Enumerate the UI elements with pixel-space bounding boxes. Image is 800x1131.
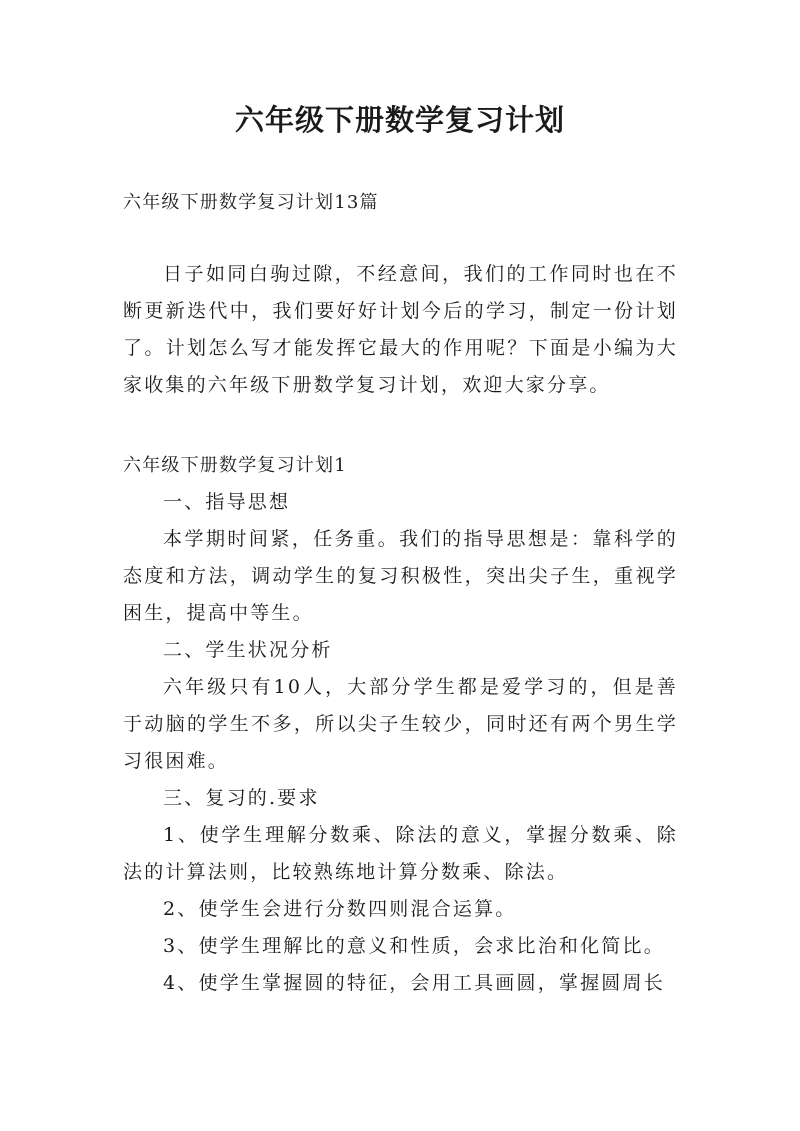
- intro-paragraph: 日子如同白驹过隙，不经意间，我们的工作同时也在不断更新迭代中，我们要好好计划今后的学习，制定一份计划了。计划怎么写才能发挥它最大的作用呢？下面是小编为大家收集的六年级下册数学复习计划，欢迎大家分享。: [123, 263, 678, 396]
- plan-body: [123, 484, 678, 1002]
- section-heading: 三、复习的.要求: [163, 787, 320, 809]
- section-heading: 一、指导思想: [163, 491, 291, 513]
- document-subtitle: 六年级下册数学复习计划13篇: [123, 192, 379, 213]
- body-paragraph: 六年级只有10人，大部分学生都是爱学习的，但是善于动脑的学生不多，所以尖子生较少，同时还有两个男生学习很困难。: [123, 676, 678, 772]
- body-paragraph: 4、使学生掌握圆的特征，会用工具画圆，掌握圆周长: [163, 972, 665, 994]
- document-title: 六年级下册数学复习计划: [234, 103, 565, 137]
- body-paragraph: 本学期时间紧，任务重。我们的指导思想是：靠科学的态度和方法，调动学生的复习积极性，突出尖子生，重视学困生，提高中等生。: [123, 528, 678, 624]
- body-paragraph: 3、使学生理解比的意义和性质，会求比治和化简比。: [163, 935, 665, 957]
- section-heading: 二、学生状况分析: [163, 639, 333, 661]
- body-paragraph: 2、使学生会进行分数四则混合运算。: [163, 898, 517, 920]
- body-paragraph: 1、使学生理解分数乘、除法的意义，掌握分数乘、除法的计算法则，比较熟练地计算分数乘、除法。: [123, 824, 678, 883]
- plan-heading: 六年级下册数学复习计划1: [123, 455, 347, 476]
